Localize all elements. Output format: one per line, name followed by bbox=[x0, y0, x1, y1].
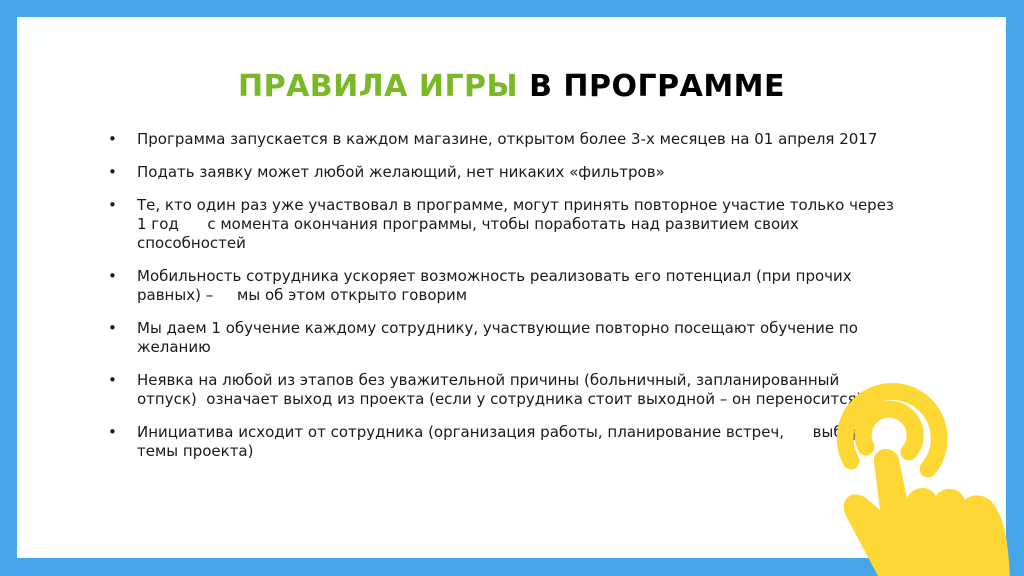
list-item bbox=[106, 130, 896, 149]
bullet-marker: • bbox=[108, 423, 117, 441]
list-item bbox=[106, 423, 896, 461]
bullet-marker: • bbox=[108, 371, 117, 389]
slide bbox=[17, 17, 1006, 558]
slide-title bbox=[17, 69, 1006, 104]
list-item-text: Подать заявку может любой желающий, нет никаких «фильтров» bbox=[137, 163, 665, 181]
bullet-marker: • bbox=[108, 319, 117, 337]
list-item bbox=[106, 196, 899, 253]
bullet-marker: • bbox=[108, 130, 117, 148]
list-item-text: Программа запускается в каждом магазине, открытом более 3-х месяцев на 01 апреля 2017 bbox=[137, 130, 878, 148]
list-item-text: Неявка на любой из этапов без уважительной причины (больничный, запланированный отпуск) означает выход из проекта (если у сотрудника стоит выходной – он переносится) bbox=[137, 371, 863, 408]
bullet-marker: • bbox=[108, 196, 117, 214]
rules-list bbox=[106, 130, 899, 475]
list-item bbox=[106, 319, 896, 357]
list-item bbox=[106, 371, 896, 409]
list-item-text: Те, кто один раз уже участвовал в программе, могут принять повторное участие только через 1 год с момента окончания программы, чтобы поработать над развитием своих способностей bbox=[137, 196, 899, 252]
slide-title-rest: В ПРОГРАММЕ bbox=[529, 69, 786, 104]
list-item bbox=[106, 267, 896, 305]
bullet-marker: • bbox=[108, 163, 117, 181]
list-item bbox=[106, 163, 896, 182]
list-item-text: Мы даем 1 обучение каждому сотруднику, участвующие повторно посещают обучение по желанию bbox=[137, 319, 858, 356]
list-item-text: Инициатива исходит от сотрудника (организация работы, планирование встреч, выбор темы проекта) bbox=[137, 423, 867, 460]
slide-title-accent: ПРАВИЛА ИГРЫ bbox=[237, 69, 519, 104]
list-item-text: Мобильность сотрудника ускоряет возможность реализовать его потенциал (при прочих равных) – мы об этом открыто говорим bbox=[137, 267, 857, 304]
bullet-marker: • bbox=[108, 267, 117, 285]
